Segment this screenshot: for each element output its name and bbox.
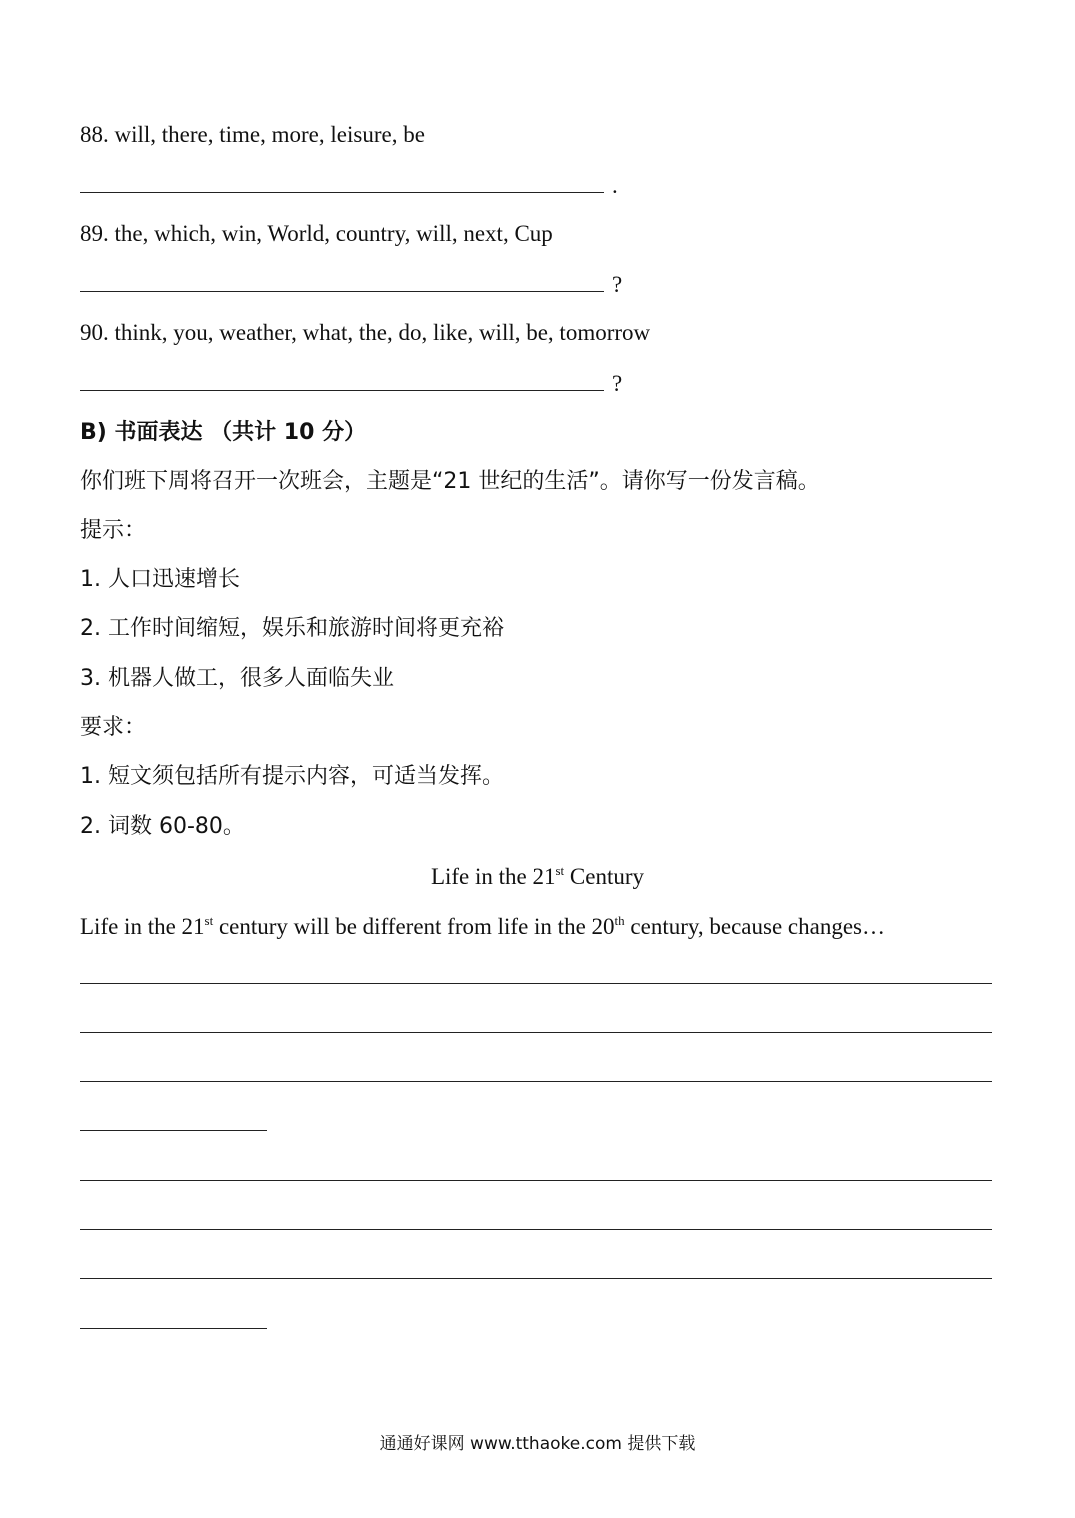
question-number: 88. bbox=[80, 122, 109, 147]
question-words: think, you, weather, what, the, do, like, will, be, tomorrow bbox=[114, 320, 651, 345]
writing-blank[interactable] bbox=[80, 1059, 992, 1082]
question-words: the, which, win, World, country, will, next, Cup bbox=[114, 221, 553, 246]
writing-line[interactable] bbox=[80, 1108, 267, 1138]
hint-item: 1. 人口迅速增长 bbox=[80, 567, 240, 592]
question-words: will, there, time, more, leisure, be bbox=[114, 122, 425, 147]
writing-line[interactable] bbox=[80, 1010, 992, 1040]
end-punctuation: ? bbox=[612, 371, 623, 396]
answer-blank[interactable] bbox=[80, 170, 604, 193]
essay-title bbox=[0, 862, 1075, 892]
hint-item: 2. 工作时间缩短，娱乐和旅游时间将更充裕 bbox=[80, 616, 504, 641]
answer-blank[interactable] bbox=[80, 368, 604, 391]
writing-blank[interactable] bbox=[80, 1256, 992, 1279]
section-b-heading: B) 书面表达 （共计 10 分） bbox=[80, 420, 367, 445]
writing-blank[interactable] bbox=[80, 961, 992, 984]
essay-opening-text: century, because changes… bbox=[624, 914, 885, 939]
writing-line[interactable] bbox=[80, 961, 992, 991]
answer-line-89[interactable] bbox=[80, 269, 622, 299]
answer-line-90[interactable] bbox=[80, 368, 622, 398]
writing-blank[interactable] bbox=[80, 1207, 992, 1230]
question-number: 90. bbox=[80, 320, 109, 345]
question-90 bbox=[80, 318, 650, 348]
hint-item: 3. 机器人做工，很多人面临失业 bbox=[80, 666, 394, 691]
page-footer: 通通好课网 www.tthaoke.com 提供下载 bbox=[379, 1434, 696, 1454]
end-punctuation: ? bbox=[612, 272, 623, 297]
essay-opening-text: century will be different from life in the 20 bbox=[213, 914, 615, 939]
answer-blank[interactable] bbox=[80, 269, 604, 292]
requirement-item: 2. 词数 60-80。 bbox=[80, 814, 245, 839]
requirements-label: 要求： bbox=[80, 715, 147, 740]
hints-label: 提示： bbox=[80, 518, 147, 543]
writing-blank[interactable] bbox=[80, 1108, 267, 1131]
writing-line[interactable] bbox=[80, 1256, 992, 1286]
essay-opening-superscript: th bbox=[614, 913, 625, 928]
writing-line[interactable] bbox=[80, 1207, 992, 1237]
essay-title-text: Century bbox=[564, 864, 645, 889]
essay-title-text: Life in the 21 bbox=[430, 864, 556, 889]
writing-blank[interactable] bbox=[80, 1158, 992, 1181]
essay-opening-superscript: st bbox=[204, 913, 214, 928]
requirement-item: 1. 短文须包括所有提示内容，可适当发挥。 bbox=[80, 764, 504, 789]
question-88 bbox=[80, 120, 425, 150]
writing-blank[interactable] bbox=[80, 1306, 267, 1329]
question-number: 89. bbox=[80, 221, 109, 246]
writing-line[interactable] bbox=[80, 1059, 992, 1089]
writing-blank[interactable] bbox=[80, 1010, 992, 1033]
writing-line[interactable] bbox=[80, 1158, 992, 1188]
end-punctuation: . bbox=[612, 173, 618, 198]
question-89 bbox=[80, 219, 553, 249]
essay-opening-text: Life in the 21 bbox=[80, 914, 205, 939]
section-b-intro: 你们班下周将召开一次班会，主题是“21 世纪的生活”。请你写一份发言稿。 bbox=[80, 469, 820, 494]
writing-line[interactable] bbox=[80, 1306, 267, 1336]
answer-line-88[interactable] bbox=[80, 170, 618, 200]
essay-title-superscript: st bbox=[555, 863, 565, 878]
essay-opening bbox=[80, 912, 885, 942]
